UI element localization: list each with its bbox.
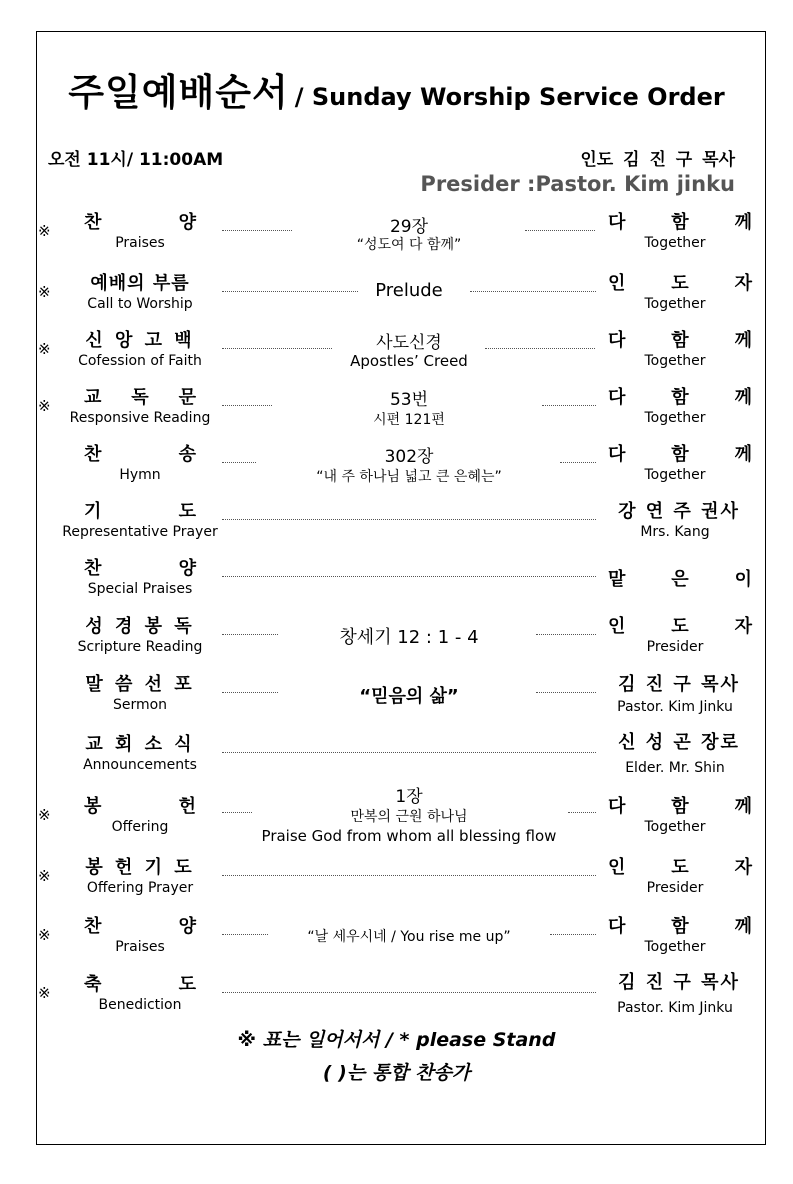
dotted-leader <box>222 875 596 876</box>
item-center-main: Prelude <box>375 280 443 301</box>
dotted-leader <box>568 812 596 813</box>
item-korean: 찬 양 <box>84 212 196 233</box>
dotted-leader <box>485 348 595 349</box>
item-leader-english: Together <box>644 410 706 426</box>
dotted-leader <box>525 230 595 231</box>
stand-mark: ※ <box>38 984 51 1002</box>
item-korean: 봉 헌 <box>84 796 196 817</box>
item-english: Cofession of Faith <box>78 353 202 369</box>
item-center-main: “믿음의 삶” <box>359 686 459 707</box>
item-english: Offering Prayer <box>86 880 194 896</box>
item-leader-korean: 김 진 구 목사 <box>618 674 740 695</box>
dotted-leader <box>470 291 596 292</box>
item-leader-korean: 강 연 주 권사 <box>618 501 740 522</box>
item-leader-english: Together <box>644 467 706 483</box>
item-leader-korean: 다 함 께 <box>608 212 752 233</box>
item-leader-korean: 다 함 께 <box>608 330 752 351</box>
item-leader-english: Presider <box>646 639 704 655</box>
item-korean: 기 도 <box>84 501 196 522</box>
presider-english: Presider :Pastor. Kim jinku <box>420 172 735 196</box>
item-leader-korean: 신 성 곤 장로 <box>618 732 740 753</box>
stand-mark: ※ <box>38 867 51 885</box>
item-center-main: 302장 <box>384 447 434 467</box>
item-leader-korean: 다 함 께 <box>608 444 752 465</box>
item-leader-korean: 다 함 께 <box>608 796 752 817</box>
dotted-leader <box>222 992 596 993</box>
item-korean: 성 경 봉 독 <box>85 616 195 637</box>
item-korean: 말 씀 선 포 <box>85 674 195 695</box>
item-center-english: Praise God from whom all blessing flow <box>261 827 557 845</box>
item-center-sub: 만복의 근원 하나님 <box>350 809 468 825</box>
stand-mark: ※ <box>38 806 51 824</box>
footer-stand-note: ※ 표는 일어서서 / * please Stand <box>237 1029 556 1051</box>
item-korean: 찬 양 <box>84 558 196 579</box>
dotted-leader <box>222 519 596 520</box>
item-center-sub: 시편 121편 <box>373 412 445 428</box>
item-english: Benediction <box>98 997 182 1013</box>
dotted-leader <box>536 634 596 635</box>
item-leader-korean: 다 함 께 <box>608 387 752 408</box>
stand-mark: ※ <box>38 340 51 358</box>
service-time: 오전 11시/ 11:00AM <box>48 150 224 170</box>
item-leader-english: Presider <box>646 880 704 896</box>
item-leader-english: Together <box>644 353 706 369</box>
item-english: Praises <box>115 235 165 251</box>
item-center-main: 53번 <box>389 390 429 410</box>
item-english: Praises <box>115 939 165 955</box>
item-leader-english: Together <box>644 235 706 251</box>
item-english: Offering <box>111 819 169 835</box>
item-leader-english: Pastor. Kim Jinku <box>617 699 733 715</box>
item-leader-english: Together <box>644 939 706 955</box>
item-leader-korean: 김 진 구 목사 <box>618 972 740 993</box>
item-center-main: 창세기 12 : 1 - 4 <box>339 627 479 648</box>
item-korean: 찬 송 <box>84 444 196 465</box>
item-korean: 축 도 <box>84 974 196 995</box>
item-leader-english: Together <box>644 296 706 312</box>
dotted-leader <box>550 934 596 935</box>
stand-mark: ※ <box>38 283 51 301</box>
item-center-sub: Apostles’ Creed <box>350 352 468 370</box>
item-english: Announcements <box>83 757 197 773</box>
item-english: Call to Worship <box>87 296 193 312</box>
item-english: Hymn <box>119 467 161 483</box>
item-center-main: “날 세우시네 / You rise me up” <box>307 929 511 945</box>
item-leader-korean: 인 도 자 <box>608 616 752 637</box>
footer-hymnal-note: ( )는 통합 찬송가 <box>322 1062 471 1084</box>
item-korean: 교 독 문 <box>84 387 196 408</box>
item-leader-english: Mrs. Kang <box>640 524 710 540</box>
item-english: Responsive Reading <box>69 410 211 426</box>
stand-mark: ※ <box>38 926 51 944</box>
item-leader-korean: 인 도 자 <box>608 273 752 294</box>
item-leader-english: Pastor. Kim Jinku <box>617 1000 733 1016</box>
item-english: Representative Prayer <box>62 524 218 540</box>
item-english: Sermon <box>112 697 168 713</box>
item-leader-english: Elder. Mr. Shin <box>625 760 725 776</box>
stand-mark: ※ <box>38 222 51 240</box>
item-korean: 교 회 소 식 <box>85 734 195 755</box>
item-center-main: 1장 <box>395 787 423 807</box>
item-leader-korean: 인 도 자 <box>608 857 752 878</box>
page-title <box>0 62 793 116</box>
item-leader-english: Together <box>644 819 706 835</box>
presider-korean: 인도 김 진 구 목사 <box>580 150 735 170</box>
item-center-main: 사도신경 <box>376 333 442 353</box>
item-center-sub: “성도여 다 함께” <box>356 237 462 253</box>
item-korean: 예배의 부름 <box>90 273 190 294</box>
dotted-leader <box>222 576 596 577</box>
item-korean: 찬 양 <box>84 916 196 937</box>
item-center-sub: “내 주 하나님 넓고 큰 은혜는” <box>316 469 502 485</box>
dotted-leader <box>542 405 596 406</box>
dotted-leader <box>536 692 596 693</box>
dotted-leader <box>560 462 596 463</box>
item-english: Scripture Reading <box>77 639 203 655</box>
item-korean: 봉 헌 기 도 <box>85 857 195 878</box>
title-english: / Sunday Worship Service Order <box>294 83 725 111</box>
stand-mark: ※ <box>38 397 51 415</box>
item-leader-korean: 맡 은 이 <box>608 569 752 590</box>
title-korean: 주일예배순서 <box>68 71 289 114</box>
item-english: Special Praises <box>87 581 193 597</box>
item-korean: 신 앙 고 백 <box>85 330 195 351</box>
item-leader-korean: 다 함 께 <box>608 916 752 937</box>
item-center-main: 29장 <box>389 217 429 237</box>
dotted-leader <box>222 752 596 753</box>
